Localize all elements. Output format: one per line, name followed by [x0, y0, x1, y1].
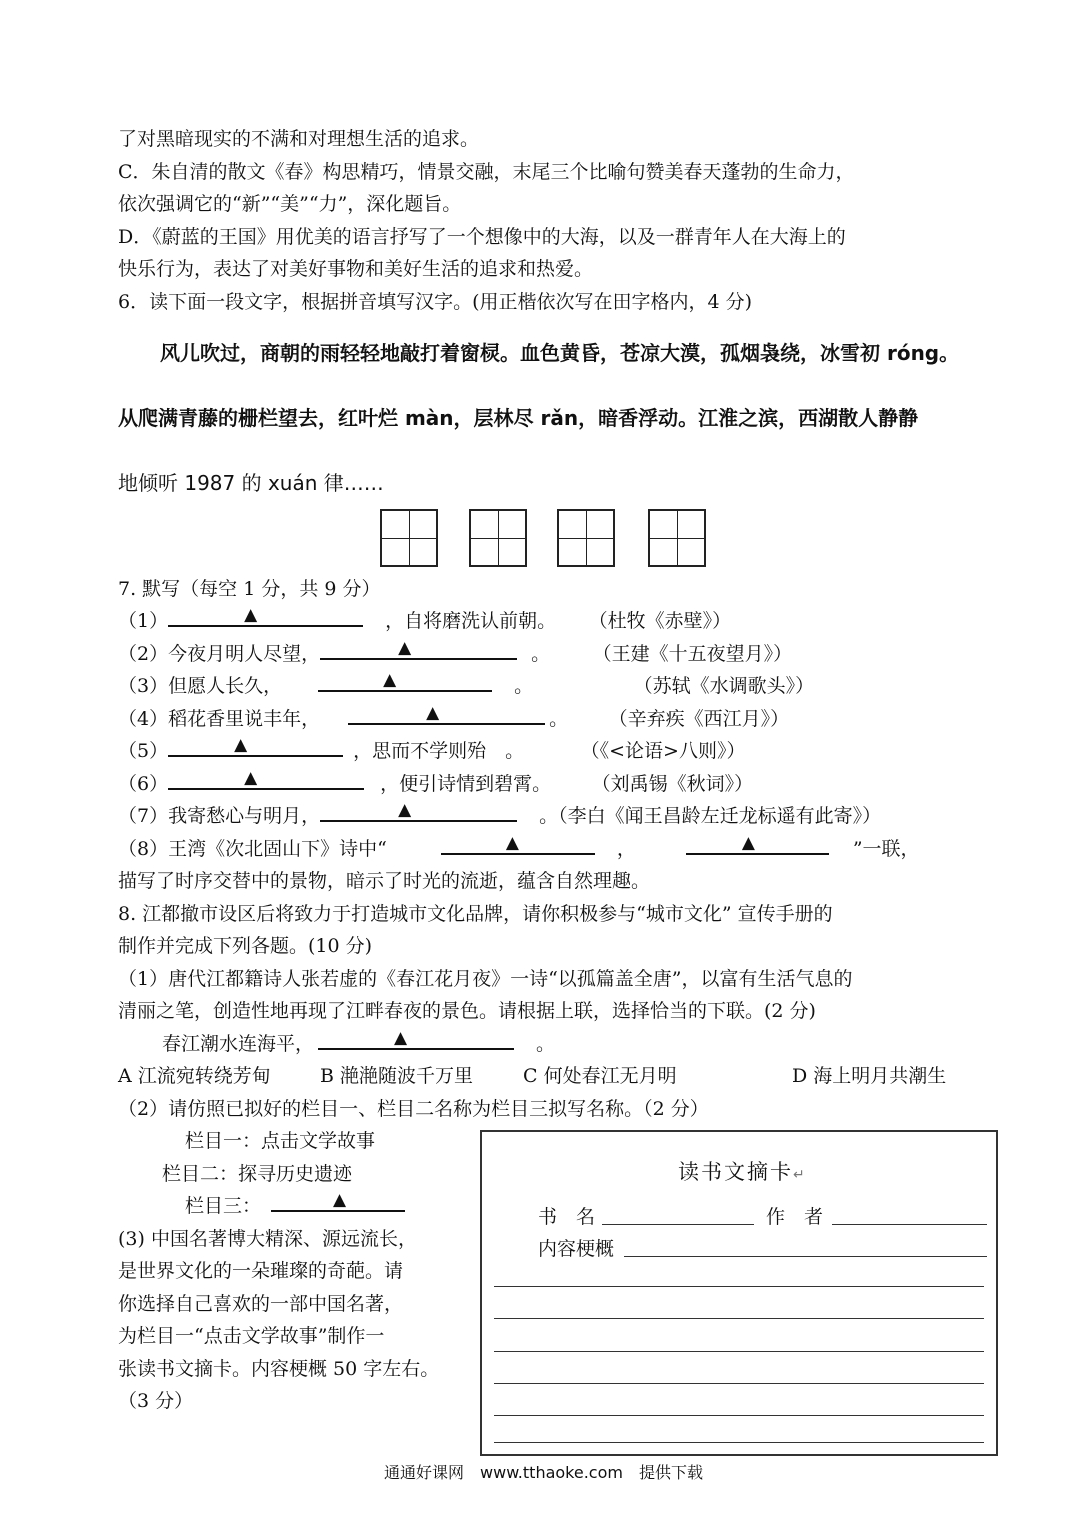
couplet-upper: 春江潮水连海平， [162, 1033, 315, 1055]
passage-line-3: 地倾听 1987 的 xuán 律…… [118, 471, 384, 495]
triangle-marker: ▲ [333, 1190, 347, 1210]
option-d-text: D．《蔚蓝的王国》用优美的语言抒写了一个想像中的大海，以及一群青年人在大海上的 [118, 226, 846, 248]
answer-blank[interactable] [168, 607, 363, 627]
option-c-text: C．朱自清的散文《春》构思精巧，情景交融，末尾三个比喻句赞美春天蓬勃的生命力， [118, 161, 855, 183]
reading-card [480, 1130, 998, 1456]
subquestion-2: （2）请仿照已拟好的栏目一、栏目二名称为栏目三拟写名称。（2 分） [118, 1098, 709, 1120]
book-name-label: 书 名 [538, 1206, 596, 1228]
verse-text: ，自将磨洗认前朝。 [385, 610, 557, 632]
triangle-marker: ▲ [426, 703, 440, 723]
triangle-marker: ▲ [244, 605, 258, 625]
item-number: （1） [118, 610, 169, 632]
question-8: 8. 江都撤市设区后将致力于打造城市文化品牌，请你积极参与“城市文化” 宣传手册的 [118, 903, 833, 925]
answer-blank[interactable] [318, 672, 492, 692]
dictation-item-8 [118, 834, 920, 861]
verse-source: （苏轼《水调歌头》） [643, 675, 815, 697]
return-mark-icon: ↵ [793, 1167, 807, 1183]
text-line: 制作并完成下列各题。(10 分) [118, 935, 373, 957]
column-3-label: 栏目三： [185, 1195, 262, 1217]
card-title [678, 1156, 807, 1186]
dictation-item-6 [118, 769, 753, 796]
card-write-line[interactable] [494, 1351, 984, 1352]
text-line: 张读书文摘卡。内容梗概 50 字左右。 [118, 1358, 440, 1380]
book-name-field[interactable] [602, 1224, 754, 1225]
card-write-line[interactable] [494, 1286, 984, 1287]
item-number: （6） [118, 773, 169, 795]
text-line: （3 分） [118, 1390, 194, 1412]
triangle-marker: ▲ [505, 833, 519, 853]
verse-text: （8）王湾《次北固山下》诗中“ [118, 838, 387, 860]
answer-blank[interactable] [320, 640, 517, 660]
verse-text: （4）稻花香里说丰年， [118, 708, 321, 730]
card-write-line[interactable] [494, 1415, 984, 1416]
text-line: 描写了时序交替中的景物，暗示了时光的流逝，蕴含自然理趣。 [118, 870, 651, 892]
summary-label: 内容梗概 [538, 1238, 615, 1260]
answer-blank[interactable] [271, 1192, 405, 1212]
dictation-item-5 [118, 736, 745, 763]
verse-text: （2）今夜月明人尽望， [118, 643, 321, 665]
writing-grid-1[interactable] [380, 509, 438, 567]
verse-text: （7）我寄愁心与明月， [118, 805, 321, 827]
option-b[interactable]: B 滟滟随波千万里 [320, 1065, 474, 1087]
text-line: 是世界文化的一朵璀璨的奇葩。请 [118, 1260, 404, 1282]
verse-source: （杜牧《赤壁》） [598, 610, 732, 632]
text-line: 清丽之笔，创造性地再现了江畔春夜的景色。请根据上联，选择恰当的下联。(2 分) [118, 1000, 816, 1022]
item-number: （5） [118, 740, 169, 762]
verse-text: （3）但愿人长久， [118, 675, 283, 697]
page-footer: 通通好课网 www.tthaoke.com 提供下载 [384, 1463, 703, 1482]
triangle-marker: ▲ [398, 638, 412, 658]
subquestion-3: (3) 中国名著博大精深、源远流长， [118, 1228, 417, 1250]
answer-blank[interactable] [168, 770, 364, 790]
writing-grid-4[interactable] [648, 509, 706, 567]
answer-blank[interactable] [348, 705, 545, 725]
dictation-item-2 [118, 639, 792, 666]
answer-blank[interactable] [318, 1030, 514, 1050]
verse-text: ”一联， [852, 838, 920, 860]
writing-grid-2[interactable] [469, 509, 527, 567]
question-6: 6．读下面一段文字，根据拼音填写汉字。(用正楷依次写在田字格内，4 分) [118, 291, 753, 313]
option-a[interactable]: A 江流宛转绕芳甸 [118, 1065, 271, 1087]
verse-source: （《<论语>八则》） [590, 740, 746, 762]
triangle-marker: ▲ [234, 735, 248, 755]
verse-text: 。 [531, 643, 551, 665]
verse-text: 。 [549, 708, 569, 730]
text-line: 为栏目一“点击文学故事”制作一 [118, 1325, 385, 1347]
triangle-marker: ▲ [244, 768, 258, 788]
verse-text: ，便引诗情到碧霄。 [380, 773, 552, 795]
option-d[interactable]: D 海上明月共潮生 [792, 1065, 947, 1087]
card-write-line[interactable] [494, 1442, 984, 1443]
verse-text: 。 [536, 1033, 556, 1055]
verse-source: （辛弃疾《西江月》） [618, 708, 790, 730]
answer-blank[interactable] [686, 835, 829, 855]
author-label: 作 者 [766, 1206, 824, 1228]
verse-source: （王建《十五夜望月》） [602, 643, 793, 665]
column-1: 栏目一：点击文学故事 [185, 1130, 376, 1152]
writing-grid-3[interactable] [557, 509, 615, 567]
answer-blank[interactable] [320, 802, 517, 822]
triangle-marker: ▲ [741, 833, 755, 853]
verse-text: 。 [514, 675, 534, 697]
subquestion-1: （1）唐代江都籍诗人张若虚的《春江花月夜》一诗“以孤篇盖全唐”，以富有生活气息的 [118, 968, 853, 990]
column-2: 栏目二：探寻历史遗迹 [162, 1163, 353, 1185]
text-line: 了对黑暗现实的不满和对理想生活的追求。 [118, 128, 480, 150]
triangle-marker: ▲ [394, 1028, 408, 1048]
option-c[interactable]: C 何处春江无月明 [523, 1065, 677, 1087]
passage-line-2: 从爬满青藤的栅栏望去，红叶烂 màn，层林尽 rǎn，暗香浮动。江淮之滨，西湖散人静静 [118, 406, 919, 430]
dictation-item-1 [118, 606, 731, 633]
answer-blank[interactable] [441, 835, 595, 855]
text-line: 快乐行为，表达了对美好事物和美好生活的追求和热爱。 [118, 258, 594, 280]
card-title-text: 读书文摘卡 [678, 1160, 793, 1184]
text-line: 你选择自己喜欢的一部中国名著， [118, 1293, 404, 1315]
summary-field[interactable] [624, 1256, 987, 1257]
verse-source: 。（李白《闻王昌龄左迁龙标遥有此寄》） [539, 805, 882, 827]
card-write-line[interactable] [494, 1383, 984, 1384]
verse-source: （刘禹锡《秋词》） [601, 773, 754, 795]
couplet-line [162, 1029, 555, 1056]
author-field[interactable] [832, 1224, 987, 1225]
triangle-marker: ▲ [383, 670, 397, 690]
card-write-line[interactable] [494, 1318, 984, 1319]
dictation-item-4 [118, 704, 789, 731]
dictation-item-3 [118, 671, 814, 698]
column-3 [185, 1191, 405, 1218]
verse-text: ，思而不学则殆 。 [353, 740, 525, 762]
text-line: 依次强调它的“新”“美”“力”，深化题旨。 [118, 193, 462, 215]
question-7: 7. 默写（每空 1 分，共 9 分） [118, 578, 381, 600]
answer-blank[interactable] [168, 737, 343, 757]
verse-text: ， [616, 838, 636, 860]
passage-line-1: 风儿吹过，商朝的雨轻轻地敲打着窗棂。血色黄昏，苍凉大漠，孤烟袅绕，冰雪初 róng。 [160, 341, 960, 365]
dictation-item-7 [118, 801, 881, 828]
triangle-marker: ▲ [398, 800, 412, 820]
